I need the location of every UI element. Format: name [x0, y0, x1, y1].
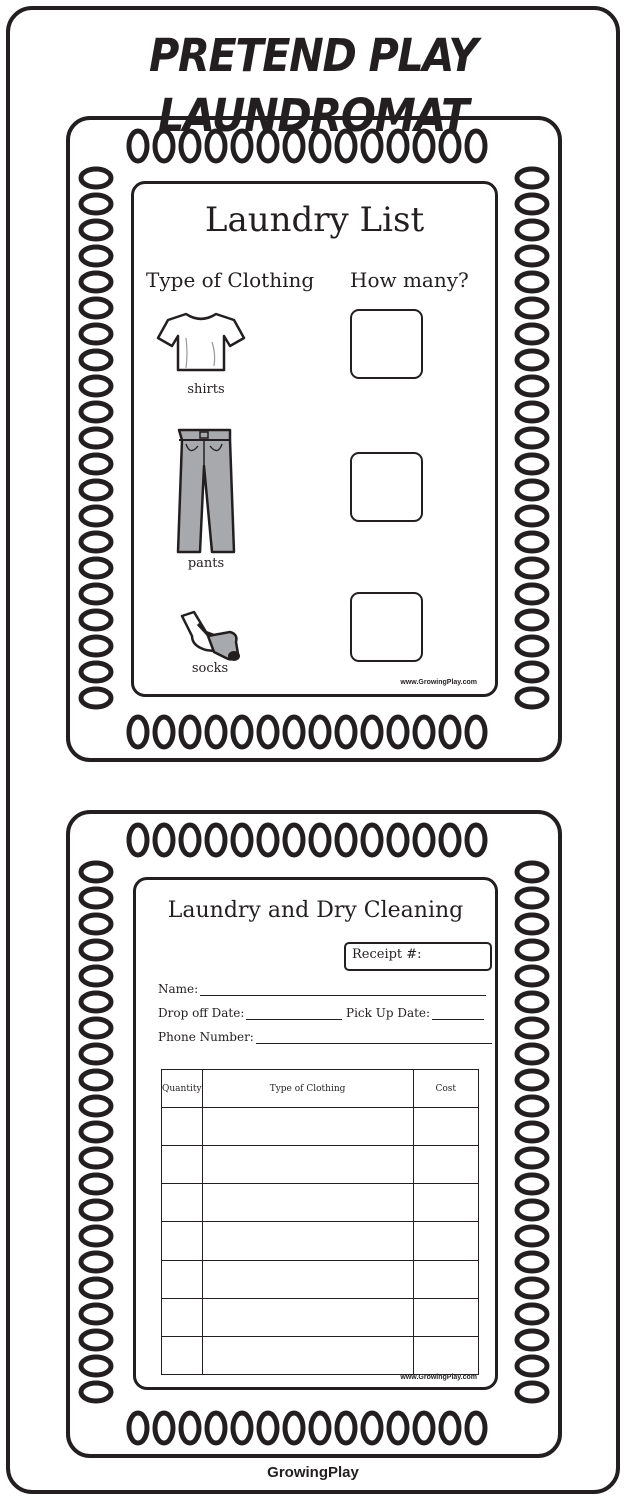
pick-up-date-field[interactable] — [346, 1006, 484, 1020]
name-label: Name: — [158, 982, 199, 996]
cost-cell[interactable] — [413, 1298, 478, 1336]
table-row — [162, 1184, 479, 1222]
clothing-cell[interactable] — [202, 1260, 413, 1298]
table-row — [162, 1108, 479, 1146]
table-row — [162, 1336, 479, 1374]
shirts-count-box[interactable] — [350, 309, 423, 379]
pants-icon — [174, 426, 236, 556]
table-row — [162, 1298, 479, 1336]
shirt-icon — [156, 308, 246, 374]
quantity-cell[interactable] — [162, 1184, 203, 1222]
cost-cell[interactable] — [413, 1146, 478, 1184]
receipt-number-field[interactable] — [344, 942, 492, 971]
cost-cell[interactable] — [413, 1222, 478, 1260]
clothing-table — [161, 1069, 479, 1375]
name-field[interactable] — [158, 982, 486, 996]
clothing-cell[interactable] — [202, 1298, 413, 1336]
socks-icon — [178, 608, 244, 666]
page-title: PRETEND PLAY LAUNDROMAT — [149, 29, 477, 142]
shirts-label: shirts — [187, 382, 225, 397]
cost-cell[interactable] — [413, 1184, 478, 1222]
phone-number-field[interactable] — [158, 1030, 492, 1044]
pick-up-date-label: Pick Up Date: — [346, 1006, 431, 1020]
pants-count-box[interactable] — [350, 452, 423, 522]
quantity-header: Quantity — [162, 1070, 203, 1108]
quantity-cell[interactable] — [162, 1298, 203, 1336]
cost-cell[interactable] — [413, 1108, 478, 1146]
table-row — [162, 1146, 479, 1184]
cost-header: Cost — [413, 1070, 478, 1108]
socks-label: socks — [191, 661, 229, 676]
drop-off-date-field[interactable] — [158, 1006, 342, 1020]
table-row — [162, 1260, 479, 1298]
receipt-number-label: Receipt #: — [352, 947, 422, 962]
type-of-clothing-heading: Type of Clothing — [146, 268, 315, 292]
cost-cell[interactable] — [413, 1336, 478, 1374]
clothing-cell[interactable] — [202, 1146, 413, 1184]
table-row — [162, 1222, 479, 1260]
quantity-cell[interactable] — [162, 1108, 203, 1146]
clothing-cell[interactable] — [202, 1184, 413, 1222]
phone-number-label: Phone Number: — [158, 1030, 254, 1044]
socks-count-box[interactable] — [350, 592, 423, 662]
clothing-cell[interactable] — [202, 1222, 413, 1260]
laundry-list-title: Laundry List — [204, 200, 425, 240]
type-of-clothing-header: Type of Clothing — [202, 1070, 413, 1108]
clothing-cell[interactable] — [202, 1336, 413, 1374]
quantity-cell[interactable] — [162, 1222, 203, 1260]
cost-cell[interactable] — [413, 1260, 478, 1298]
quantity-cell[interactable] — [162, 1336, 203, 1374]
receipt-title: Laundry and Dry Cleaning — [167, 898, 464, 923]
laundry-list-card — [131, 181, 498, 697]
how-many-heading: How many? — [350, 268, 469, 292]
credit-text: www.GrowingPlay.com — [400, 1374, 477, 1381]
quantity-cell[interactable] — [162, 1146, 203, 1184]
pants-label: pants — [187, 556, 225, 571]
footer-brand: GrowingPlay — [267, 1464, 359, 1481]
receipt-card — [133, 877, 498, 1390]
clothing-cell[interactable] — [202, 1108, 413, 1146]
credit-text: www.GrowingPlay.com — [400, 679, 477, 686]
drop-off-date-label: Drop off Date: — [158, 1006, 245, 1020]
quantity-cell[interactable] — [162, 1260, 203, 1298]
